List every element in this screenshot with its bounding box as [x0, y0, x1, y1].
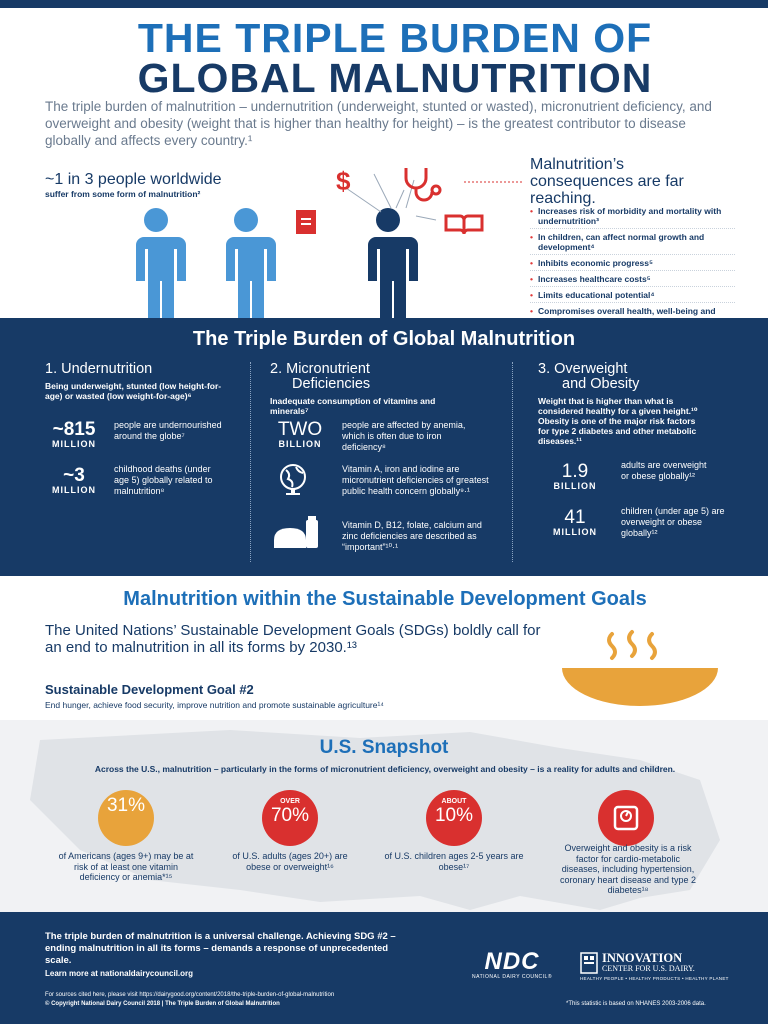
innovation-center-mark-icon — [580, 952, 598, 974]
stat-number: ~815 — [52, 419, 96, 440]
stat-unit: BILLION — [553, 481, 597, 491]
copyright: © Copyright National Dairy Council 2018 | The Triple Burden of Global Malnutrition — [45, 1001, 280, 1007]
dollar-icon: $ — [336, 166, 351, 196]
learn-more-link[interactable]: Learn more at nationaldairycouncil.org — [45, 969, 194, 978]
stat-circle-10: ABOUT 10% — [426, 790, 482, 846]
person-icon-light-2 — [216, 207, 276, 319]
stethoscope-icon — [406, 168, 440, 200]
micronutrient-column — [270, 362, 495, 416]
list-item: • Increases healthcare costs⁵ — [530, 274, 735, 287]
globe-icon — [276, 462, 310, 496]
document-icon — [296, 210, 316, 234]
stat-circle-31: 31% — [98, 790, 154, 846]
stat-41-million — [536, 508, 614, 537]
intro-text: The triple burden of malnutrition – undernutrition (underweight, stunted or wasted), micronutrient deficiency, and overweight and obesity (weight that is higher than healthy for height) – is the greatest contributor to disease globally and affects every country.¹ — [45, 99, 712, 148]
scale-icon — [598, 790, 654, 846]
sources-note: For sources cited here, please visit https://dairygood.org/content/2018/the-triple-burden-of-global-malnutrition — [45, 992, 335, 998]
list-item: • Limits educational potential⁴ — [530, 290, 735, 303]
stat-caption: Overweight and obesity is a risk factor for cardio-metabolic diseases, including hypertension, coronary heart disease and type 2 diabetes¹⁸ — [559, 843, 697, 895]
top-bar — [0, 0, 768, 8]
bread-milk-icon — [272, 514, 322, 554]
sdg-goal-heading: Sustainable Development Goal #2 — [45, 682, 254, 697]
sdg-title: Malnutrition within the Sustainable Development Goals — [123, 588, 647, 610]
ndc-logo: NDC NATIONAL DAIRY COUNCIL® — [472, 948, 553, 980]
stat-caption: of U.S. adults (ages 20+) are obese or overweight¹⁶ — [232, 851, 348, 872]
column-divider — [512, 362, 513, 562]
title-line-2: GLOBAL MALNUTRITION — [137, 55, 653, 101]
stat-caption: of U.S. children ages 2-5 years are obese¹⁷ — [384, 851, 524, 872]
stat-text: adults are overweight or obese globally¹² — [621, 460, 707, 481]
stat-headline: ~1 in 3 people worldwide — [45, 171, 222, 188]
stat-text: children (under age 5) are overweight or obese globally¹² — [621, 506, 725, 538]
column-subtext: Inadequate consumption of vitamins and minerals⁷ — [270, 396, 436, 416]
stat-1-9-billion — [536, 462, 614, 491]
undernutrition-column — [45, 362, 270, 401]
list-item: • In children, can affect normal growth and development⁴ — [530, 232, 735, 255]
stat-unit: MILLION — [52, 439, 96, 449]
list-item: • Inhibits economic progress⁵ — [530, 258, 735, 271]
list-item: • Compromises overall health, well-being and — [530, 306, 735, 329]
sdg-text: The United Nations’ Sustainable Development Goals (SDGs) boldly call for an end to malnutrition in all its forms by 2030.¹³ — [45, 622, 541, 656]
stat-text: people are affected by anemia, which is often due to iron deficiency⁸ — [342, 420, 466, 452]
column-subtext: Weight that is higher than what is considered healthy for a given height.¹⁰ Obesity is one of the major risk factors for type 2 diabetes and other metabolic diseases.¹¹ — [538, 396, 698, 446]
title-line-1: THE TRIPLE BURDEN OF — [137, 15, 653, 61]
stat-3-million — [40, 466, 108, 495]
stat-caption: of Americans (ages 9+) may be at risk of at least one vitamin deficiency or anemia*¹⁵ — [58, 851, 194, 882]
stat-number: 1.9 — [561, 461, 589, 482]
stat-number: TWO — [277, 419, 323, 440]
stat-number: ~3 — [63, 465, 85, 486]
innovation-center-logo: INNOVATION CENTER FOR U.S. DAIRY. HEALTHY PEOPLE • HEALTHY PRODUCTS • HEALTHY PLANET — [580, 951, 729, 981]
page-title — [45, 15, 745, 101]
consequence-icons — [296, 160, 526, 240]
column-heading: 2. Micronutrient Deficiencies — [270, 361, 371, 392]
book-icon — [446, 216, 482, 234]
stat-815-million — [40, 420, 108, 449]
column-heading: 3. Overweight and Obesity — [538, 361, 640, 392]
stat-subtext: suffer from some form of malnutrition² — [45, 189, 201, 199]
micronutrient-item: Vitamin A, iron and iodine are micronutrient deficiencies of greatest public health concern globally⁹·¹ — [342, 464, 489, 496]
triple-burden-section — [0, 318, 768, 576]
stat-number: 41 — [564, 507, 586, 528]
stat-unit: BILLION — [278, 439, 322, 449]
stat-unit: MILLION — [52, 485, 96, 495]
column-subtext: Being underweight, stunted (low height-for-age) or wasted (low weight-for-age)⁶ — [45, 381, 222, 401]
column-heading: 1. Undernutrition — [45, 361, 153, 377]
footer — [0, 912, 768, 1024]
consequences-list — [530, 206, 735, 332]
snapshot-title: U.S. Snapshot — [319, 737, 449, 758]
person-icon-light-1 — [126, 207, 186, 319]
stat-text: people are undernourished around the globe⁷ — [114, 420, 222, 441]
snapshot-intro: Across the U.S., malnutrition – particularly in the forms of micronutrient deficiency, overweight and obesity – is a reality for adults and children. — [94, 764, 676, 774]
consequences-title: Malnutrition’s consequences are far reaching. — [530, 156, 684, 207]
column-divider — [250, 362, 251, 562]
footer-message: The triple burden of malnutrition is a universal challenge. Achieving SDG #2 – ending malnutrition in all its forms – demands a response of unprecedented scale. Learn more at nationaldairycouncil.org — [45, 931, 405, 980]
stat-unit: MILLION — [553, 527, 597, 537]
stat-two-billion — [265, 420, 335, 449]
section-title: The Triple Burden of Global Malnutrition — [192, 328, 576, 350]
list-item: • Increases risk of morbidity and mortality with undernutrition³ — [530, 206, 735, 229]
stat-circle-70: OVER 70% — [262, 790, 318, 846]
bowl-icon — [560, 628, 720, 708]
nhanes-note: *This statistic is based on NHANES 2003-2006 data. — [566, 1001, 706, 1007]
stat-text: childhood deaths (under age 5) globally related to malnutrition⁸ — [114, 464, 213, 496]
obesity-column — [538, 362, 763, 446]
micronutrient-item: Vitamin D, B12, folate, calcium and zinc deficiencies are described as “important”¹⁰·¹ — [342, 520, 482, 552]
sdg-goal-subtext: End hunger, achieve food security, improve nutrition and promote sustainable agriculture¹⁴ — [45, 700, 384, 710]
